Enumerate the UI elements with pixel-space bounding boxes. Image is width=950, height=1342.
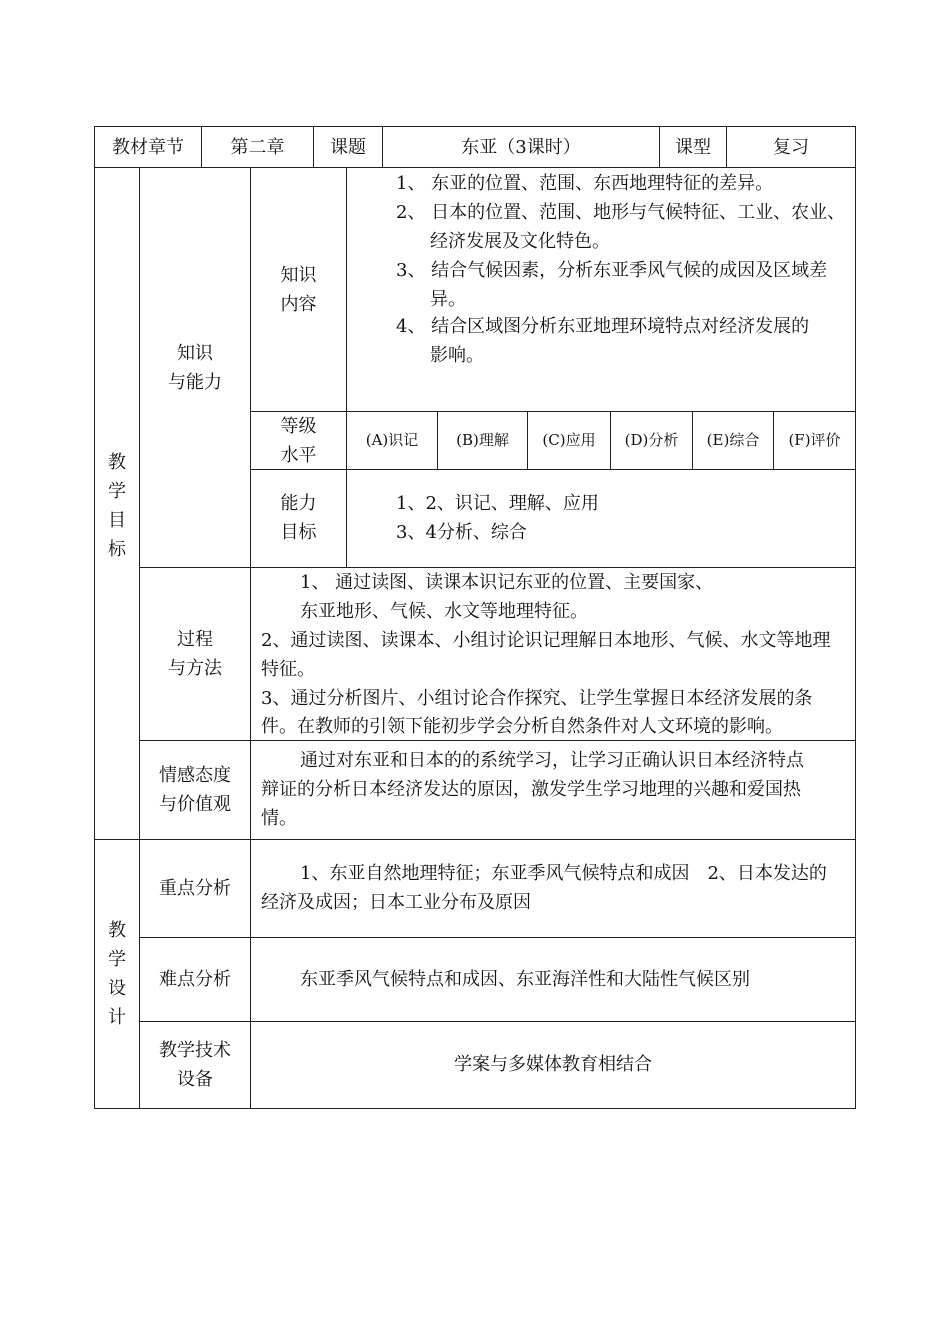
content-line-4: 3、 结合气候因素，分析东亚季风气候的成因及区域差 xyxy=(396,260,828,281)
knowledge-ability-label: 知识 与能力 xyxy=(168,343,222,393)
chapter-value: 第二章 xyxy=(230,137,285,158)
ability-line-2: 3、4分析、综合 xyxy=(396,522,527,543)
content-line-2: 2、 日本的位置、范围、地形与气候特征、工业、农业、 xyxy=(396,202,846,223)
level-label: 等级 水平 xyxy=(280,416,317,466)
emotion-line-1: 通过对东亚和日本的的系统学习，让学习正确认识日本经济特点 xyxy=(300,750,804,771)
content-line-7: 影响。 xyxy=(430,345,484,366)
process-line-2: 东亚地形、气候、水文等地理特征。 xyxy=(300,601,588,622)
process-label: 过程 与方法 xyxy=(168,629,222,679)
content-label: 知识 内容 xyxy=(280,265,317,315)
process-line-4: 特征。 xyxy=(261,659,315,680)
process-line-1: 1、 通过读图、读课本识记东亚的位置、主要国家、 xyxy=(300,572,714,593)
difficulties-text: 东亚季风气候特点和成因、东亚海洋性和大陆性气候区别 xyxy=(300,969,750,990)
difficulties-label: 难点分析 xyxy=(159,969,231,990)
level-e: (E)综合 xyxy=(706,431,760,449)
content-line-1: 1、 东亚的位置、范围、东西地理特征的差异。 xyxy=(396,173,774,194)
objectives-label: 教 学 目 标 xyxy=(108,452,126,560)
process-line-3: 2、通过读图、读课本、小组讨论识记理解日本地形、气候、水文等地理 xyxy=(261,630,831,651)
equipment-label: 教学技术 设备 xyxy=(159,1040,231,1090)
process-line-5: 3、通过分析图片、小组讨论合作探究、让学生掌握日本经济发展的条 xyxy=(261,688,813,709)
ability-line-1: 1、2、识记、理解、应用 xyxy=(396,493,599,514)
key-points-line-1: 1、东亚自然地理特征；东亚季风气候特点和成因 2、日本发达的 xyxy=(300,863,827,884)
type-value: 复习 xyxy=(773,137,809,158)
level-d: (D)分析 xyxy=(624,431,679,449)
level-b: (B)理解 xyxy=(456,431,509,449)
key-points-line-2: 经济及成因；日本工业分布及原因 xyxy=(261,892,531,913)
topic-label: 课题 xyxy=(330,137,366,158)
emotion-line-2: 辩证的分析日本经济发达的原因，激发学生学习地理的兴趣和爱国热 xyxy=(261,779,801,800)
level-a: (A)识记 xyxy=(365,431,419,449)
level-c: (C)应用 xyxy=(542,431,596,449)
emotion-label: 情感态度 与价值观 xyxy=(159,765,231,815)
content-line-5: 异。 xyxy=(430,289,466,310)
topic-value: 东亚（3课时） xyxy=(461,137,581,158)
emotion-line-3: 情。 xyxy=(261,808,297,829)
content-line-6: 4、 结合区域图分析东亚地理环境特点对经济发展的 xyxy=(396,316,810,337)
level-f: (F)评价 xyxy=(788,431,841,449)
process-line-6: 件。在教师的引领下能初步学会分析自然条件对人文环境的影响。 xyxy=(261,716,783,737)
content-line-3: 经济发展及文化特色。 xyxy=(430,231,610,252)
chapter-label: 教材章节 xyxy=(112,137,184,158)
type-label: 课型 xyxy=(675,137,711,158)
ability-label: 能力 目标 xyxy=(280,493,317,543)
key-points-label: 重点分析 xyxy=(159,878,231,899)
equipment-text: 学案与多媒体教育相结合 xyxy=(454,1054,652,1075)
design-label: 教 学 设 计 xyxy=(108,920,126,1028)
